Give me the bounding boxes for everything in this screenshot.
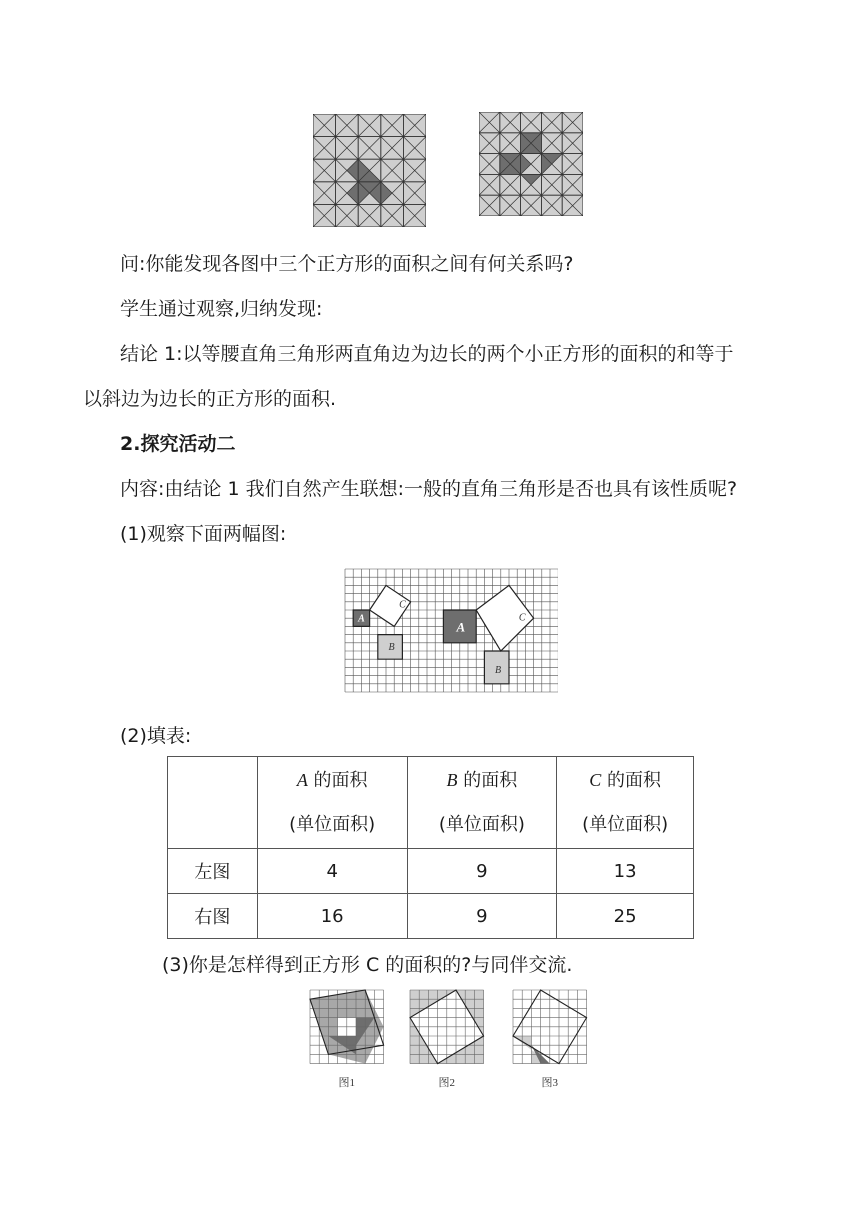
conclusion-line-1: 结论 1:以等腰直角三角形两直角边为边长的两个小正方形的面积的和等于 <box>120 343 734 365</box>
grid-figure <box>344 568 558 696</box>
cell-value: 9 <box>407 894 557 939</box>
step-2-text: (2)填表: <box>120 725 192 747</box>
observation-text: 学生通过观察,归纳发现: <box>120 298 323 320</box>
cell-value: 13 <box>557 849 694 894</box>
conclusion-line-2: 以斜边为边长的正方形的面积. <box>83 388 337 410</box>
table-header-cell: C 的面积 (单位面积) <box>557 757 694 849</box>
question-text: 问:你能发现各图中三个正方形的面积之间有何关系吗? <box>120 253 574 275</box>
square-label: A <box>456 619 466 635</box>
square-label: A <box>358 613 365 625</box>
step-3-text: (3)你是怎样得到正方形 C 的面积的?与同伴交流. <box>162 954 573 976</box>
table-corner-cell <box>168 757 258 849</box>
table-header-cell: B 的面积 (单位面积) <box>407 757 557 849</box>
small-figures <box>300 988 600 1092</box>
row-label: 右图 <box>168 894 258 939</box>
figure-caption: 图1 <box>338 1077 356 1089</box>
square-label: B <box>495 665 502 677</box>
figure-caption: 图3 <box>541 1077 559 1089</box>
tiled-figure-left <box>313 114 426 227</box>
row-label: 左图 <box>168 849 258 894</box>
table-header-cell: A 的面积 (单位面积) <box>257 757 407 849</box>
area-table <box>167 756 694 939</box>
step-1-text: (1)观察下面两幅图: <box>120 523 287 545</box>
square-label: C <box>399 599 406 611</box>
table-row <box>168 849 694 894</box>
table-row <box>168 894 694 939</box>
square-label: C <box>518 612 526 624</box>
cell-value: 9 <box>407 849 557 894</box>
table-header-row <box>168 757 694 849</box>
cell-value: 16 <box>257 894 407 939</box>
cell-value: 4 <box>257 849 407 894</box>
square-label: B <box>388 642 395 654</box>
section-heading: 2.探究活动二 <box>120 433 236 455</box>
cell-value: 25 <box>557 894 694 939</box>
content-text: 内容:由结论 1 我们自然产生联想:一般的直角三角形是否也具有该性质呢? <box>120 478 738 500</box>
figure-caption: 图2 <box>438 1077 456 1089</box>
tiled-figure-right <box>479 112 583 216</box>
